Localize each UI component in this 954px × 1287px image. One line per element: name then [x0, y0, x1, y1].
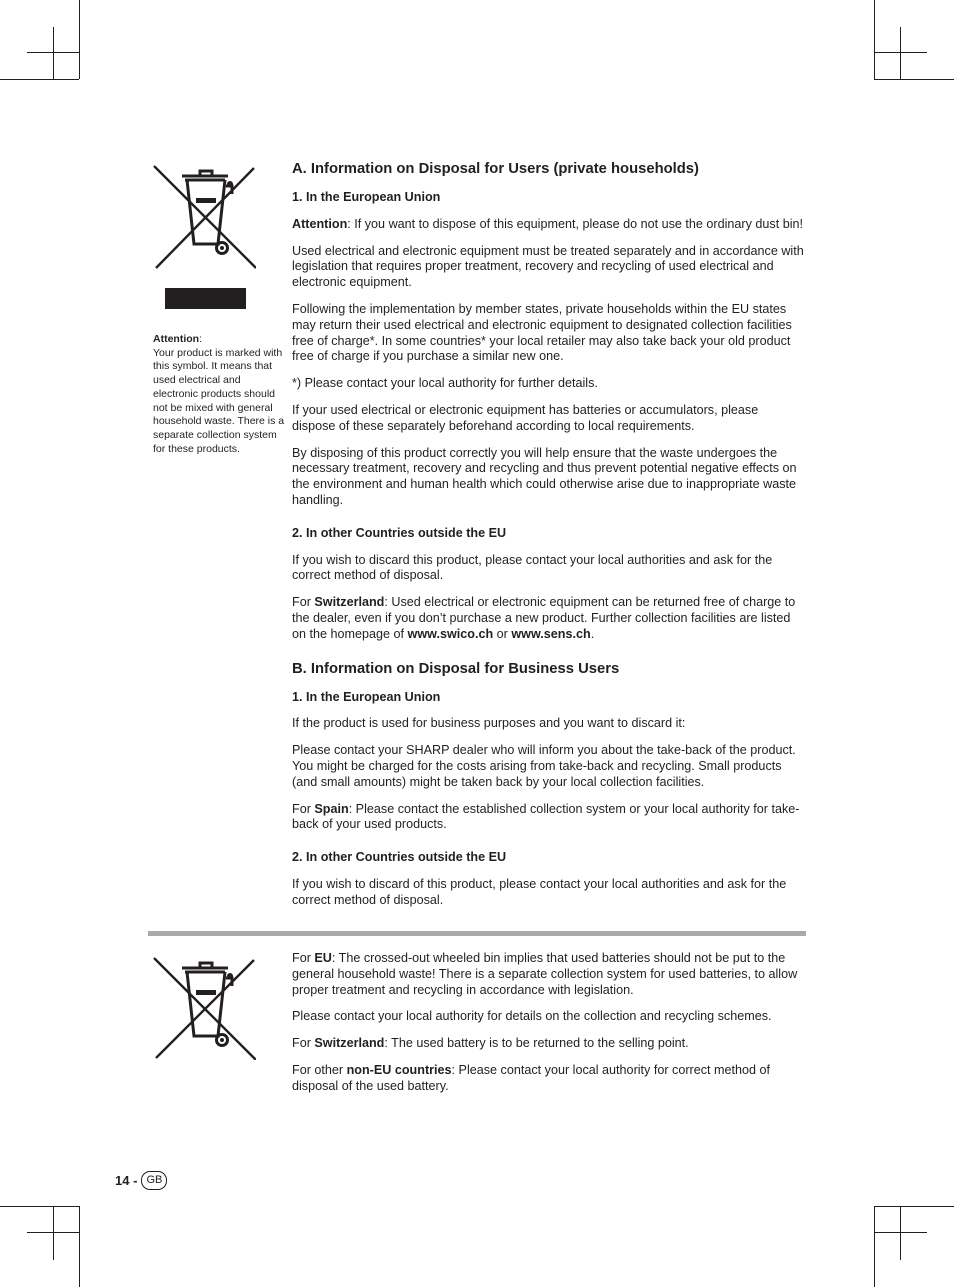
battery-swiss-text: : The used battery is to be returned to the selling point. [384, 1036, 689, 1051]
section-b-eu-heading: 1. In the European Union [292, 689, 441, 704]
section-a-other-heading: 2. In other Countries outside the EU [292, 525, 507, 540]
crop-mark [874, 1206, 875, 1287]
main-content [292, 160, 804, 920]
section-a-swiss-for: For [292, 595, 315, 610]
crop-mark [874, 52, 927, 53]
crop-mark [53, 1206, 54, 1260]
battery-switzerland [292, 1036, 804, 1052]
swico-link[interactable]: www.swico.ch [407, 626, 494, 641]
section-a-swiss-label: Switzerland [314, 595, 385, 610]
section-a-switzerland [292, 595, 804, 642]
section-a-p4: If your used electrical or electronic equipment has batteries or accumulators, please dispose of these separately beforehand according to local requirements. [292, 402, 759, 433]
battery-noneu-for: For other [292, 1062, 347, 1077]
page-number-text: 14 - [115, 1173, 138, 1188]
section-b-p3: If you wish to discard of this product, please contact your local authorities and ask for the correct method of disposal. [292, 876, 787, 907]
sidebar-attention-note: Attention: Your product is marked with this symbol. It means that used electrical and electronic products should not be mixed with general household waste. There is a separate collection system for these products. [153, 333, 285, 455]
battery-swiss-for: For [292, 1036, 315, 1051]
section-b-title: B. Information on Disposal for Business Users [292, 660, 620, 677]
battery-noneu-label: non-EU countries [346, 1062, 452, 1077]
battery-swiss-label: Switzerland [314, 1036, 385, 1051]
crop-mark [874, 0, 875, 79]
crop-mark [900, 1206, 901, 1260]
section-a-p5: By disposing of this product correctly you will help ensure that the waste undergoes the necessary treatment, recovery and recycling and thus prevent potential negative effects on the environment and human health which could otherwise arise due to inappropriate waste handling. [292, 445, 797, 507]
section-b-spain-label: Spain [314, 801, 349, 816]
section-a-eu-heading: 1. In the European Union [292, 190, 441, 204]
section-a-attention-text: : If you want to dispose of this equipment, please do not use the ordinary dust bin! [347, 216, 804, 231]
section-a-p1: Used electrical and electronic equipment must be treated separately and in accordance with legislation that requires proper treatment, recovery and recycling of used electrical and electronic equipment. [292, 243, 804, 290]
crossed-out-battery-bin-icon [152, 956, 256, 1060]
crop-mark [79, 1206, 80, 1287]
section-b-p1: If the product is used for business purposes and you want to discard it: [292, 716, 686, 731]
section-a-title: A. Information on Disposal for Users (private households) [292, 161, 699, 177]
crop-mark [874, 1232, 927, 1233]
sidebar-attention-text: Your product is marked with this symbol. It means that used electrical and electronic products should not be mixed with general household waste. There is a separate collection system for these products. [153, 346, 285, 455]
battery-noneu-text: : Please contact your local authority for correct method of disposal of the used battery. [292, 1062, 771, 1093]
battery-eu-text: : The crossed-out wheeled bin implies that used batteries should not be put to the general household waste! There is a separate collection system for used batteries, to allow proper treatment and recycling in accordance with legislation. [292, 951, 798, 997]
section-a-p3: *) Please contact your local authority for further details. [292, 376, 598, 391]
section-a-p2: Following the implementation by member states, private households within the EU states may return their used electrical and electronic equipment to designated collection facilities free of charge*. In some countries* your local retailer may also take back your old product free of charge if you purchase a similar new one. [292, 301, 792, 364]
crop-mark [27, 1232, 79, 1233]
battery-non-eu [292, 1063, 804, 1095]
crop-mark [0, 1206, 79, 1207]
section-a-swiss-end: . [590, 626, 595, 641]
crop-mark [27, 52, 79, 53]
page-number [115, 1171, 167, 1190]
battery-p2: Please contact your local authority for details on the collection and recycling schemes. [292, 1009, 772, 1024]
battery-eu [292, 951, 804, 998]
sidebar-attention-label: Attention [153, 333, 200, 345]
section-a-swiss-or: or [493, 626, 512, 641]
crossed-out-bin-icon [152, 164, 256, 270]
section-a-attention-label: Attention [292, 216, 348, 231]
crop-mark [0, 79, 79, 80]
section-b-spain-text: : Please contact the established collection system or your local authority for take-back of your used products. [292, 801, 800, 832]
crop-mark [874, 1206, 954, 1207]
section-a-attention [292, 217, 804, 233]
marking-bar [165, 288, 246, 309]
section-divider [148, 931, 806, 936]
section-a-swiss-text: : Used electrical or electronic equipment can be returned free of charge to the dealer, even if you don’t purchase a new product. Further collection facilities are listed on the homepage of [292, 595, 796, 641]
region-badge: GB [141, 1171, 167, 1190]
sens-link[interactable]: www.sens.ch [511, 626, 591, 641]
section-a-p6: If you wish to discard this product, please contact your local authorities and ask for the correct method of disposal. [292, 552, 773, 583]
section-b-other-heading: 2. In other Countries outside the EU [292, 850, 507, 865]
crop-mark [79, 0, 80, 79]
section-b-spain-for: For [292, 801, 315, 816]
crop-mark [874, 79, 954, 80]
battery-eu-label: EU [314, 951, 332, 965]
battery-content [292, 951, 804, 1106]
crop-mark [900, 27, 901, 79]
battery-eu-for: For [292, 951, 315, 965]
crop-mark [53, 27, 54, 79]
section-b-p2: Please contact your SHARP dealer who will inform you about the take-back of the product. You might be charged for the costs arising from take-back and recycling. Small products (and small amounts) might be taken back by your local collection facilities. [292, 743, 796, 789]
section-b-spain [292, 802, 804, 834]
